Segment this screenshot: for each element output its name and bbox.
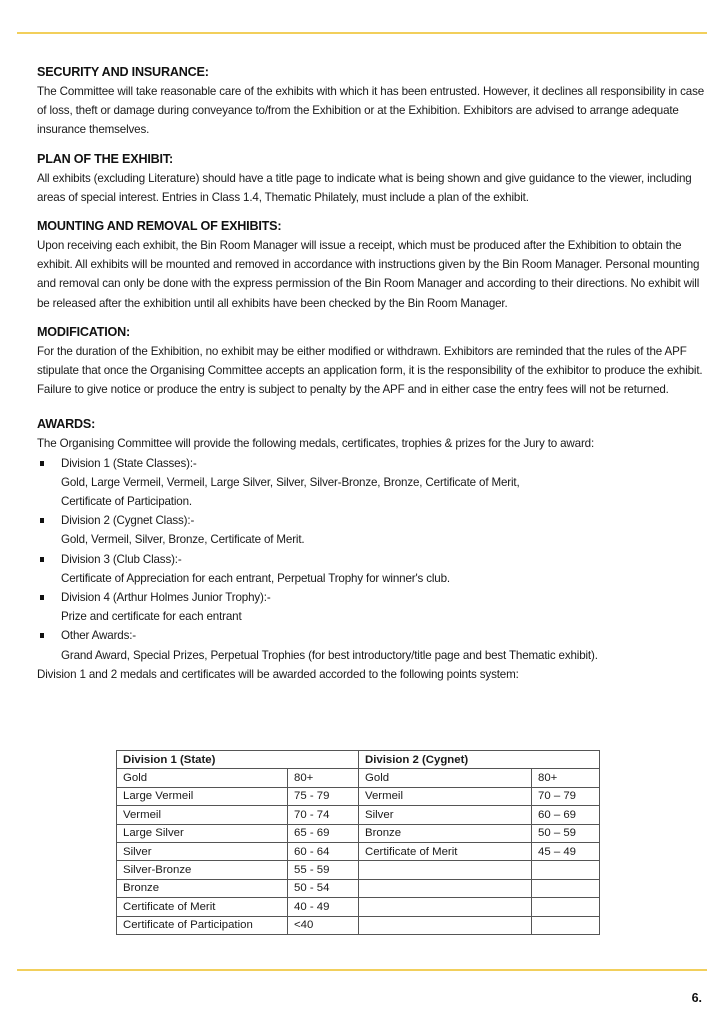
section-body: All exhibits (excluding Literature) should have a title page to indicate what is being shown and give guidance to the viewer, including areas of special interest. Entries in Class 1.4, Thematic Philately, must include a plan of the exhibit. (37, 171, 692, 204)
div2-points-cell: 80+ (532, 769, 600, 787)
div2-award-cell (359, 861, 532, 879)
div1-points-cell: <40 (288, 916, 359, 934)
section-heading: SECURITY AND INSURANCE: (37, 65, 209, 79)
table-row (117, 769, 600, 787)
div2-award-cell (359, 916, 532, 934)
points-table (116, 750, 600, 935)
award-division-detail: Certificate of Participation. (61, 495, 192, 509)
div2-award-cell (359, 879, 532, 897)
awards-intro: The Organising Committee will provide the following medals, certificates, trophies & prizes for the Jury to award: (37, 437, 595, 451)
table-row (117, 787, 600, 805)
div2-points-cell (532, 898, 600, 916)
table-row (117, 861, 600, 879)
div2-points-cell: 45 – 49 (532, 842, 600, 860)
div2-points-cell: 50 – 59 (532, 824, 600, 842)
div2-points-cell (532, 861, 600, 879)
points-system-intro: Division 1 and 2 medals and certificates will be awarded accorded to the following points system: (37, 667, 519, 681)
section-mounting-removal (37, 217, 709, 313)
award-division-detail: Grand Award, Special Prizes, Perpetual Trophies (for best introductory/title page and best Thematic exhibit). (61, 648, 598, 662)
award-division-title: Other Awards:- (61, 629, 137, 643)
bullet-icon (40, 595, 44, 600)
list-item (37, 511, 709, 549)
div1-points-cell: 50 - 54 (288, 879, 359, 897)
award-division-title: Division 4 (Arthur Holmes Junior Trophy):- (61, 591, 271, 605)
section-security-insurance (37, 63, 709, 140)
awards-list (37, 454, 709, 665)
header-rule (17, 32, 707, 34)
div1-award-cell: Silver-Bronze (117, 861, 288, 879)
div1-points-cell: 60 - 64 (288, 842, 359, 860)
section-body: The Committee will take reasonable care of the exhibits with which it has been entrusted. However, it declines all responsibility in case of loss, theft or damage during conveyance to/from the Exhibition or at the Exhibition. Exhibitors are advised to arrange adequate insurance themselves. (37, 85, 705, 137)
section-awards (37, 415, 709, 684)
section-plan-of-exhibit (37, 150, 709, 207)
table-row (117, 824, 600, 842)
table-row (117, 879, 600, 897)
list-item (37, 454, 709, 512)
div2-points-cell: 60 – 69 (532, 806, 600, 824)
section-heading: MODIFICATION: (37, 324, 131, 339)
list-item (37, 550, 709, 588)
section-modification (37, 323, 709, 400)
div2-award-cell: Bronze (359, 824, 532, 842)
div1-points-cell: 70 - 74 (288, 806, 359, 824)
table-header-row (117, 751, 600, 769)
div2-award-cell: Silver (359, 806, 532, 824)
section-heading: AWARDS: (37, 417, 96, 432)
list-item (37, 626, 709, 664)
div2-award-cell (359, 898, 532, 916)
div2-award-cell: Vermeil (359, 787, 532, 805)
table-row (117, 806, 600, 824)
award-division-detail: Gold, Vermeil, Silver, Bronze, Certificate of Merit. (61, 533, 305, 547)
div1-points-cell: 65 - 69 (288, 824, 359, 842)
div1-award-cell: Certificate of Participation (117, 916, 288, 934)
div1-award-cell: Certificate of Merit (117, 898, 288, 916)
div1-points-cell: 75 - 79 (288, 787, 359, 805)
div2-points-cell: 70 – 79 (532, 787, 600, 805)
div1-award-cell: Bronze (117, 879, 288, 897)
page-number: 6. (691, 991, 702, 1005)
list-item (37, 588, 709, 626)
section-body: Upon receiving each exhibit, the Bin Room Manager will issue a receipt, which must be produced after the Exhibition to obtain the exhibit. All exhibits will be mounted and removed in accordance with instructions given by the Bin Room Manager. Personal mounting and removal can only be done with the express permission of the Bin Room Manager and according to their directions. No exhibit will be released after the exhibition until all exhibits have been checked by the Bin Room Manager. (37, 239, 700, 310)
table-row (117, 916, 600, 934)
award-division-title: Division 1 (State Classes):- (61, 456, 197, 470)
div1-award-cell: Large Vermeil (117, 787, 288, 805)
award-division-title: Division 2 (Cygnet Class):- (61, 514, 195, 528)
div2-award-cell: Certificate of Merit (359, 842, 532, 860)
div1-award-cell: Large Silver (117, 824, 288, 842)
div1-header: Division 1 (State) (117, 751, 359, 769)
section-heading: MOUNTING AND REMOVAL OF EXHIBITS: (37, 219, 282, 234)
table-row (117, 842, 600, 860)
bullet-icon (40, 461, 44, 466)
award-division-detail: Prize and certificate for each entrant (61, 610, 242, 624)
div1-award-cell: Vermeil (117, 806, 288, 824)
table-row (117, 898, 600, 916)
section-body: For the duration of the Exhibition, no exhibit may be either modified or withdrawn. Exhibitors are reminded that the rules of the APF stipulate that once the Organising Committee accepts an application form, it is the responsibility of the exhibitor to produce the exhibit. Failure to give notice or produce the entry is subject to penalty by the APF and in either case the entry fees will not be returned. (37, 344, 703, 397)
div1-points-cell: 40 - 49 (288, 898, 359, 916)
award-division-detail: Certificate of Appreciation for each entrant, Perpetual Trophy for winner's club. (61, 571, 450, 585)
div1-points-cell: 80+ (288, 769, 359, 787)
bullet-icon (40, 633, 44, 638)
bullet-icon (40, 557, 44, 562)
document-body (37, 63, 709, 694)
bullet-icon (40, 518, 44, 523)
award-division-detail: Gold, Large Vermeil, Vermeil, Large Silver, Silver, Silver-Bronze, Bronze, Certificate of Merit, (61, 475, 520, 489)
div2-award-cell: Gold (359, 769, 532, 787)
div2-points-cell (532, 916, 600, 934)
footer-rule (17, 969, 707, 971)
div1-points-cell: 55 - 59 (288, 861, 359, 879)
award-division-title: Division 3 (Club Class):- (61, 552, 182, 566)
div2-header: Division 2 (Cygnet) (359, 751, 600, 769)
div1-award-cell: Silver (117, 842, 288, 860)
section-heading: PLAN OF THE EXHIBIT: (37, 151, 173, 166)
div2-points-cell (532, 879, 600, 897)
div1-award-cell: Gold (117, 769, 288, 787)
